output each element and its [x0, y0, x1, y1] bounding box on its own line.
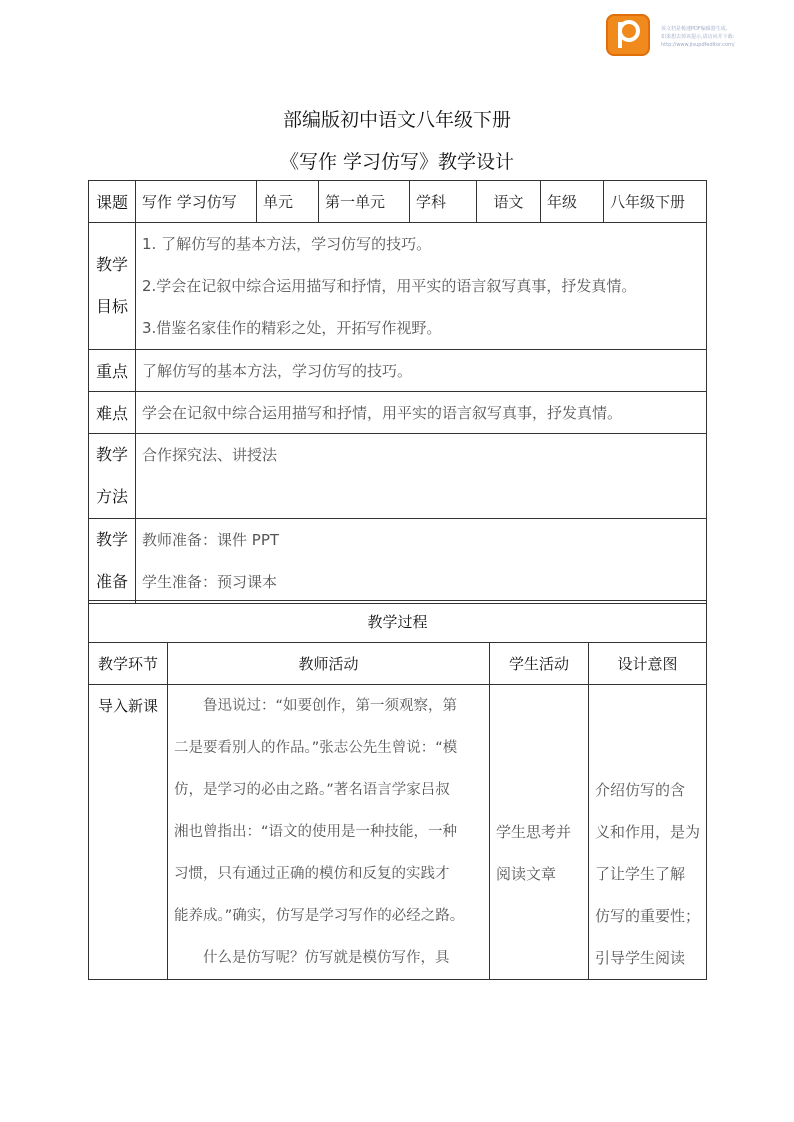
- page-subtitle: 《写作 学习仿写》教学设计: [279, 151, 515, 173]
- student-activity-line: 学生思考并: [496, 823, 572, 841]
- teacher-activity-line: 什么是仿写呢？仿写就是模仿写作，具: [203, 950, 450, 966]
- column-header-intent: 设计意图: [589, 643, 707, 685]
- teacher-prep: 教师准备：课件 PPT: [142, 531, 280, 549]
- watermark-line: 该文档是极速PDF编辑器生成,: [661, 26, 728, 32]
- teacher-activity-line: 湘也曾指出：“语文的使用是一种技能，一种: [174, 824, 458, 840]
- prep-label-line: 准备: [95, 572, 128, 591]
- difficulty-label: 难点: [89, 392, 136, 434]
- p-letter-icon: [608, 16, 648, 54]
- prep-row: [89, 519, 707, 604]
- goals-row: [89, 223, 707, 350]
- methods-text: 合作探究法、讲授法: [136, 434, 707, 519]
- key-point-row: [89, 350, 707, 392]
- student-prep: 学生准备：预习课本: [142, 573, 278, 591]
- difficulty-row: [89, 392, 707, 434]
- goals-label-line: 目标: [95, 297, 128, 316]
- topic-label: 课题: [89, 181, 136, 223]
- unit-label: 单元: [257, 181, 319, 223]
- methods-row: [89, 434, 707, 519]
- intro-stage-row: [89, 685, 707, 980]
- lesson-info-table: [88, 180, 707, 604]
- column-header-stage: 教学环节: [89, 643, 168, 685]
- difficulty-text: 学会在记叙中综合运用描写和抒情，用平实的语言叙写真事，抒发真情。: [136, 392, 707, 434]
- process-columns-row: [89, 643, 707, 685]
- pdf-editor-logo: [606, 14, 650, 56]
- prep-label-line: 教学: [95, 530, 128, 549]
- goal-item: 1. 了解仿写的基本方法，学习仿写的技巧。: [142, 235, 432, 253]
- teaching-process-table: [88, 600, 707, 980]
- watermark-line: 如果想去掉该提示,请访问并下载:: [661, 34, 735, 40]
- column-header-student: 学生活动: [490, 643, 589, 685]
- methods-label-line: 方法: [95, 487, 128, 506]
- subject-value: 语文: [477, 181, 541, 223]
- teacher-activity: [168, 685, 490, 980]
- goals-label-line: 教学: [95, 255, 128, 274]
- methods-label: [89, 434, 136, 519]
- grade-label: 年级: [541, 181, 604, 223]
- goal-item: 3.借鉴名家佳作的精彩之处，开拓写作视野。: [142, 319, 442, 337]
- key-point-label: 重点: [89, 350, 136, 392]
- teacher-activity-line: 二是要看别人的作品。”张志公先生曾说：“模: [174, 740, 458, 756]
- prep-label: [89, 519, 136, 604]
- page-title: 部编版初中语文八年级下册: [282, 109, 511, 131]
- design-intent: [589, 685, 707, 980]
- unit-value: 第一单元: [319, 181, 410, 223]
- design-intent-line: 义和作用，是为: [595, 823, 701, 841]
- prep-content: [136, 519, 707, 604]
- design-intent-line: 了让学生了解: [595, 865, 686, 883]
- design-intent-line: 介绍仿写的含: [595, 781, 686, 799]
- topic-value: 写作 学习仿写: [136, 181, 257, 223]
- key-point-text: 了解仿写的基本方法，学习仿写的技巧。: [136, 350, 707, 392]
- watermark-line: http://www.jisupdfeditor.com/: [661, 42, 735, 48]
- student-activity: [490, 685, 589, 980]
- column-header-teacher: 教师活动: [168, 643, 490, 685]
- methods-label-line: 教学: [95, 445, 128, 464]
- student-activity-line: 阅读文章: [496, 865, 557, 883]
- grade-value: 八年级下册: [604, 181, 707, 223]
- info-row: [89, 181, 707, 223]
- teacher-activity-line: 鲁迅说过：“如要创作，第一须观察，第: [203, 698, 458, 714]
- stage-name: 导入新课: [89, 685, 168, 980]
- teacher-activity-line: 习惯，只有通过正确的模仿和反复的实践才: [174, 866, 450, 882]
- subject-label: 学科: [410, 181, 477, 223]
- design-intent-line: 仿写的重要性；: [595, 907, 701, 925]
- goals-content: [136, 223, 707, 350]
- teacher-activity-line: 仿，是学习的必由之路。”著名语言学家吕叔: [174, 782, 450, 798]
- watermark-text: [661, 25, 791, 49]
- process-header-row: [89, 601, 707, 643]
- process-header: 教学过程: [89, 601, 707, 643]
- teacher-activity-line: 能养成。”确实，仿写是学习写作的必经之路。: [174, 908, 465, 924]
- design-intent-line: 引导学生阅读: [595, 949, 686, 967]
- goals-label: [89, 223, 136, 350]
- goal-item: 2.学会在记叙中综合运用描写和抒情，用平实的语言叙写真事，抒发真情。: [142, 277, 637, 295]
